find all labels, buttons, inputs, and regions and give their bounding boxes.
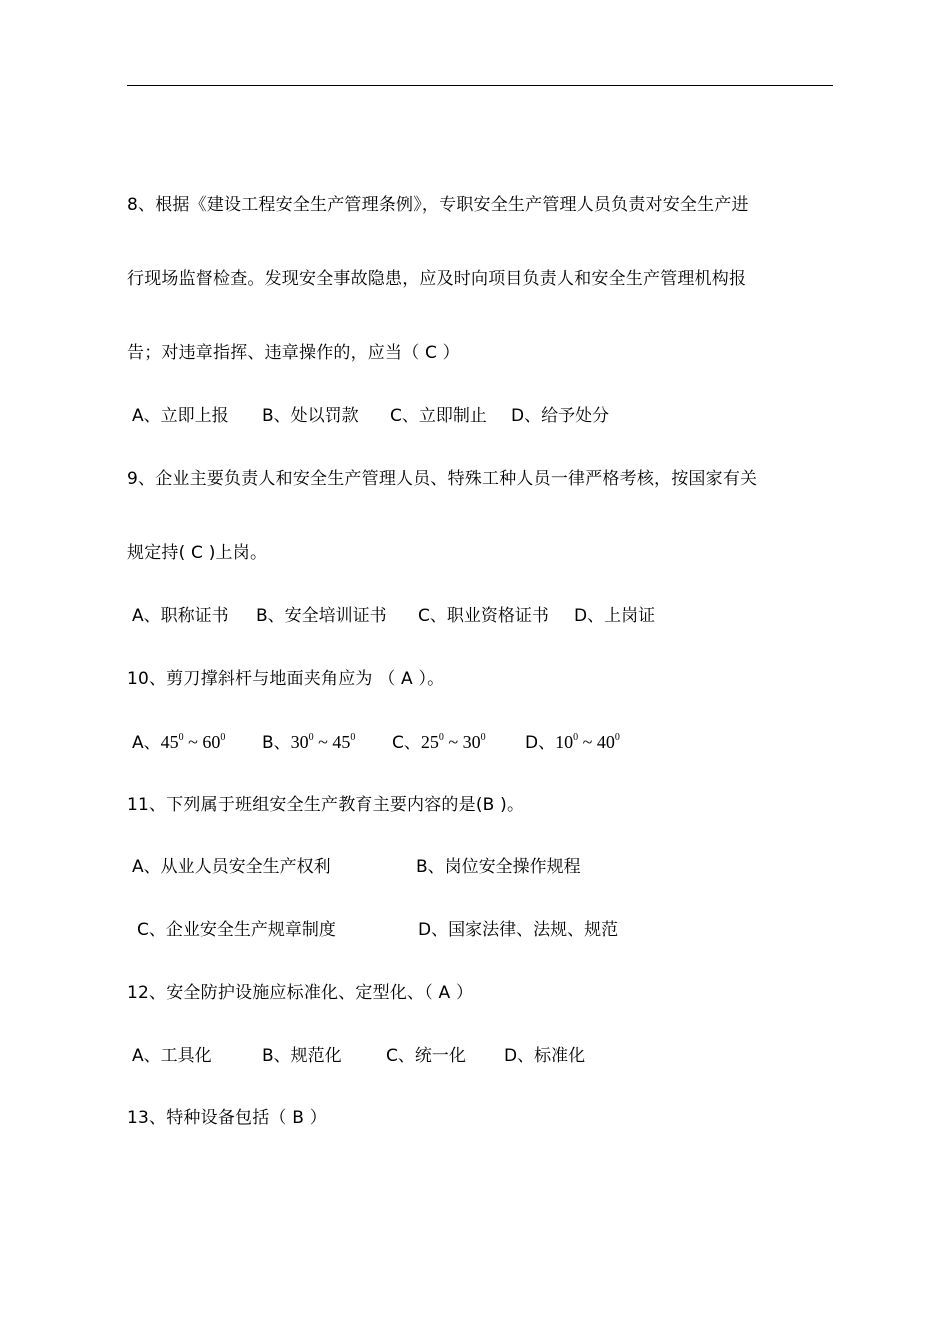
range-separator: ~ [443,732,463,752]
option-label: C、 [392,733,421,753]
degree-mark: 0 [480,732,486,743]
degree-mark: 0 [308,732,314,743]
question-10-option-a [132,731,225,754]
option-label: B、 [262,733,291,753]
degree-mark: 0 [350,732,356,743]
range-separator: ~ [183,732,203,752]
angle-from: 45 [160,732,179,752]
question-12-option-a: A、工具化 [132,1046,212,1066]
question-9-option-d: D、上岗证 [574,606,656,626]
question-8-option-b: B、处以罚款 [262,406,359,426]
degree-mark: 0 [220,732,226,743]
question-8-line-2: 行现场监督检查。发现安全事故隐患，应及时向项目负责人和安全生产管理机构报 [127,269,747,289]
question-9-line-2: 规定持( C )上岗。 [127,543,268,563]
angle-to: 60 [202,732,221,752]
degree-mark: 0 [573,732,579,743]
range-separator: ~ [313,732,333,752]
question-12-option-d: D、标准化 [504,1046,586,1066]
question-12-option-c: C、统一化 [386,1046,466,1066]
degree-mark: 0 [614,732,620,743]
degree-mark: 0 [178,732,184,743]
question-8-line-3: 告；对违章指挥、违章操作的，应当（ C ） [127,343,460,363]
question-13-line-1: 13、特种设备包括（ B ） [127,1108,327,1128]
question-8-line-1: 8、根据《建设工程安全生产管理条例》，专职安全生产管理人员负责对安全生产进 [127,195,749,215]
question-11-option-c: C、企业安全生产规章制度 [137,920,336,940]
angle-from: 25 [420,732,439,752]
question-8-option-d: D、给予处分 [511,406,610,426]
question-9-option-a: A、职称证书 [132,606,229,626]
option-label: A、 [132,733,161,753]
question-9-option-c: C、职业资格证书 [418,606,549,626]
angle-to: 45 [332,732,351,752]
question-8-option-a: A、立即上报 [132,406,229,426]
question-10-option-c [392,731,486,754]
angle-to: 40 [596,732,615,752]
angle-from: 30 [290,732,309,752]
header-rule [127,85,833,86]
angle-to: 30 [462,732,481,752]
question-11-option-a: A、从业人员安全生产权利 [132,857,331,877]
question-10-option-b [262,731,355,754]
question-11-line-1: 11、下列属于班组安全生产教育主要内容的是(B )。 [127,795,525,815]
degree-mark: 0 [438,732,444,743]
question-12-line-1: 12、安全防护设施应标准化、定型化、（ A ） [127,983,474,1003]
angle-from: 10 [555,732,574,752]
question-11-option-b: B、岗位安全操作规程 [416,857,581,877]
question-10-option-d [525,731,620,754]
question-9-line-1: 9、企业主要负责人和安全生产管理人员、特殊工种人员一律严格考核，按国家有关 [127,469,758,489]
range-separator: ~ [578,732,597,752]
question-12-option-b: B、规范化 [262,1046,342,1066]
option-label: D、 [525,733,556,753]
question-9-option-b: B、安全培训证书 [256,606,387,626]
question-8-option-c: C、立即制止 [390,406,487,426]
question-10-line-1: 10、剪刀撑斜杆与地面夹角应为 （ A ）。 [127,669,445,689]
question-11-option-d: D、国家法律、法规、规范 [418,920,619,940]
